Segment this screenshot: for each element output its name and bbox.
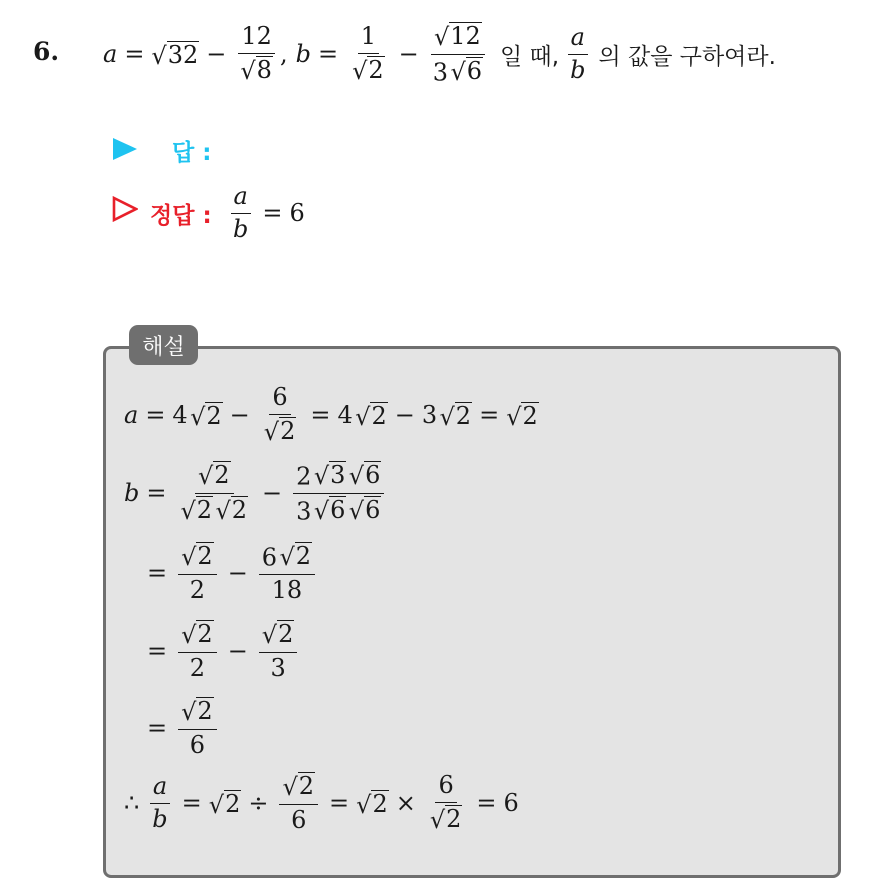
fraction-2sqrt3sqrt6-over-3sqrt6sqrt6: 2 √ 3 √ 6 3 √ 6 √ 6	[293, 461, 384, 526]
var-a: a	[103, 40, 118, 69]
question-expression	[103, 22, 776, 87]
solution-line-a: a = 4 √ 2 − 6 √ 2 = 4 √ 2 − 3 √ 2 = √ 2	[124, 383, 538, 446]
equals-sign: =	[124, 40, 145, 69]
text-when: 일 때,	[500, 43, 560, 70]
solution-line-b: b = √ 2 √ 2 √ 2 − 2 √ 3 √ 6 3 √ 6 √ 6	[124, 461, 388, 526]
solution-line-b3: = √ 2 2 − √ 2 3	[140, 620, 301, 683]
correct-answer-value: 6	[289, 199, 305, 228]
correct-answer-arrow-icon	[112, 196, 138, 226]
fraction-12-over-sqrt8: 12 √ 8	[237, 23, 276, 86]
fraction-6-over-sqrt2: 6 √ 2	[263, 383, 296, 446]
solution-line-result: ∴ $\frac{a}{b}$ = √ 2 ÷ √ 2 6 = √ 2 × 6 √ 2 = 6	[124, 771, 519, 834]
correct-answer-expression: $\frac{a}{b}$ = 6	[226, 183, 305, 243]
fraction-sqrt2-over-sqrt2sqrt2: √ 2 √ 2 √ 2	[180, 461, 248, 526]
question-number: 6.	[33, 37, 60, 66]
minus-sign: −	[398, 40, 419, 69]
comma: ,	[279, 40, 288, 69]
fraction-1-over-sqrt2: 1 √ 2	[352, 22, 384, 86]
text-find: 의 값을 구하여라.	[598, 43, 776, 70]
minus-sign: −	[206, 40, 227, 69]
solution-line-b4: = √ 2 6	[140, 697, 221, 760]
sqrt-32: √ 32	[151, 40, 199, 71]
fraction-a-over-b: $\frac{a}{b}$	[567, 24, 588, 84]
solution-tag: 해설	[129, 325, 198, 365]
equals-sign: =	[317, 40, 339, 69]
correct-answer-label: 정답 :	[150, 203, 212, 229]
answer-label: 답 :	[172, 140, 212, 166]
fraction-sqrt12-over-3sqrt6: √ 12 3 √ 6	[430, 22, 486, 87]
answer-arrow-icon	[112, 137, 138, 165]
var-b: b	[295, 40, 311, 69]
fraction-a-over-b: $\frac{a}{b}$	[230, 183, 251, 243]
solution-line-b2: = √ 2 2 − 6 √ 2 18	[140, 542, 319, 605]
